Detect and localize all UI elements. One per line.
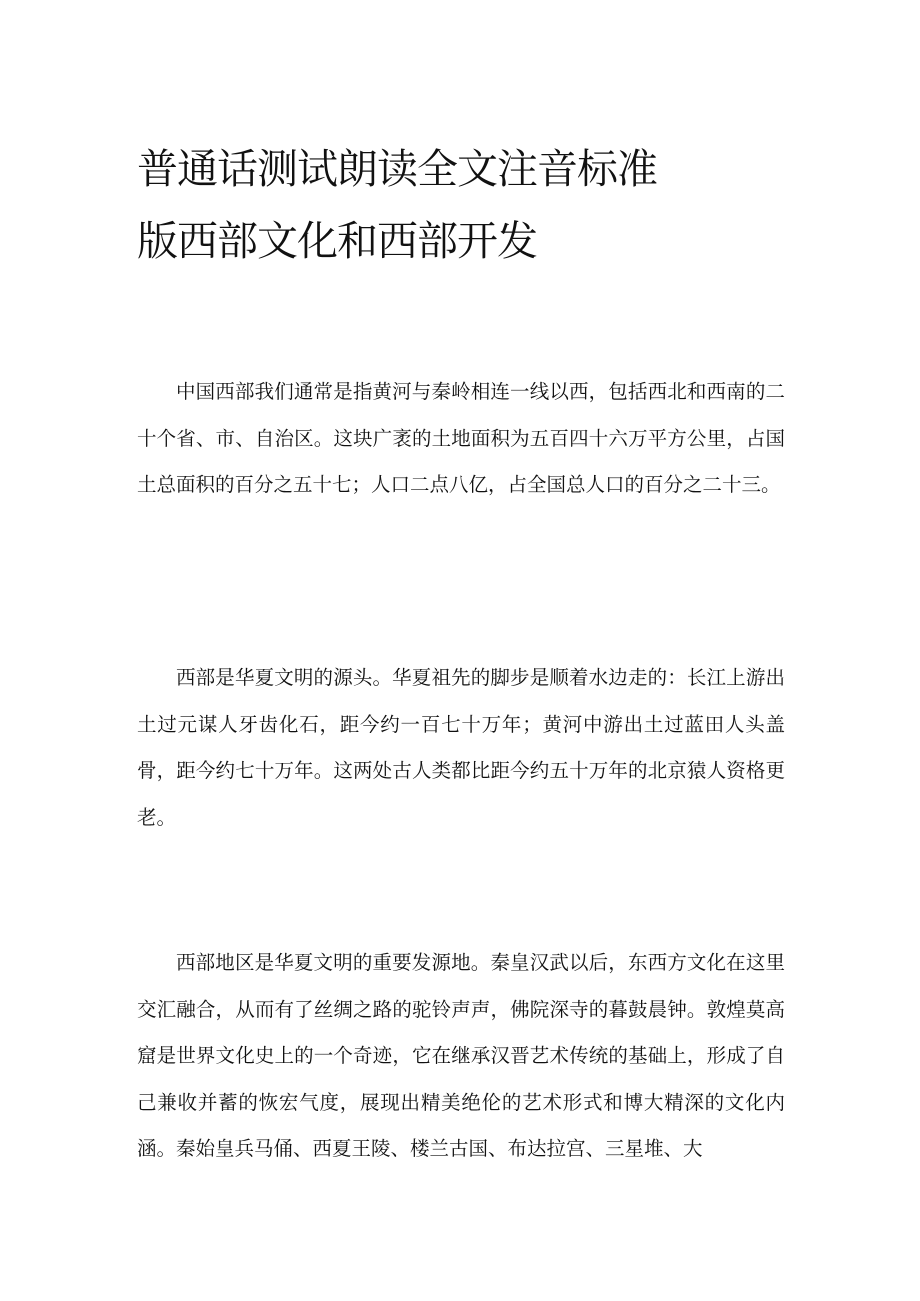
paragraph-2: 西部是华夏文明的源头。华夏祖先的脚步是顺着水边走的：长江上游出土过元谋人牙齿化石，距今约一百七十万年；黄河中游出土过蓝田人头盖骨，距今约七十万年。这两处古人类都比距今约五十万年的北京猿人资格更老。 bbox=[137, 666, 785, 829]
title-line-2: 版西部文化和西部开发 bbox=[137, 217, 537, 265]
paragraph-3: 西部地区是华夏文明的重要发源地。秦皇汉武以后，东西方文化在这里交汇融合，从而有了丝绸之路的驼铃声声，佛院深寺的暮鼓晨钟。敦煌莫高窟是世界文化史上的一个奇迹，它在继承汉晋艺术传统的基础上，形成了自己兼收并蓄的恢宏气度，展现出精美绝伦的艺术形式和博大精深的文化内涵。秦始皇兵马俑、西夏王陵、楼兰古国、布达拉宫、三星堆、大 bbox=[137, 951, 785, 1160]
paragraph-1: 中国西部我们通常是指黄河与秦岭相连一线以西，包括西北和西南的二十个省、市、自治区。这块广袤的土地面积为五百四十六万平方公里，占国土总面积的百分之五十七；人口二点八亿，占全国总人口的百分之二十三。 bbox=[137, 380, 785, 496]
document-title bbox=[137, 133, 757, 277]
title-line-1: 普通话测试朗读全文注音标准 bbox=[137, 145, 657, 193]
